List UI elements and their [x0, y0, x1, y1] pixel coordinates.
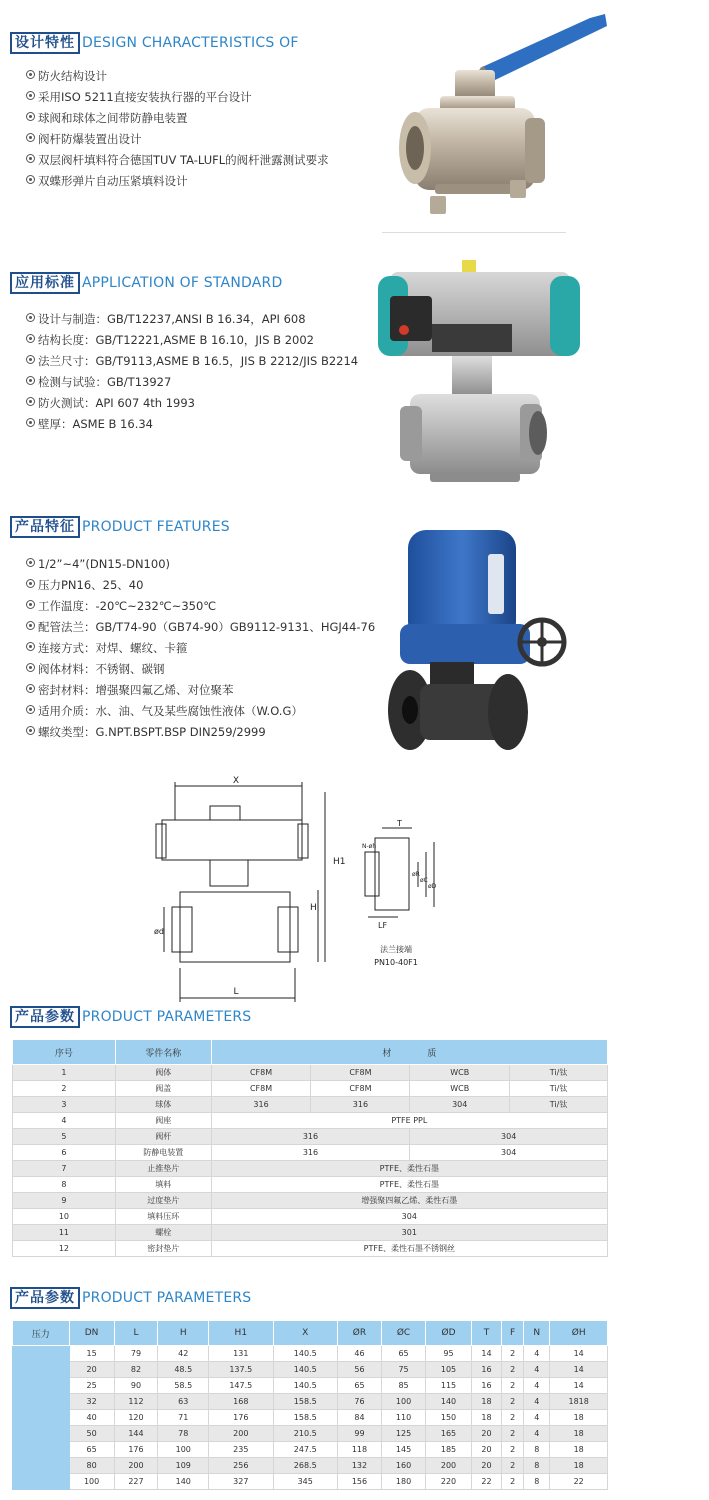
table-header: ØH: [550, 1321, 608, 1346]
table-cell: 90: [114, 1378, 158, 1394]
divider: [382, 232, 566, 233]
table-cell: 140: [426, 1394, 472, 1410]
table-cell: 2: [502, 1378, 524, 1394]
table-header: X: [273, 1321, 337, 1346]
table-cell: 140.5: [273, 1378, 337, 1394]
table-cell: 65: [69, 1442, 114, 1458]
table-row: 1 阀体 CF8M CF8M WCB Ti/钛: [13, 1065, 608, 1081]
list-item: 球阀和球体之间带防静电装置: [26, 108, 329, 129]
list-item: 配管法兰：GB/T74-90（GB74-90）GB9112-9131、HGJ44-76: [26, 617, 375, 638]
table-cell: 18: [550, 1410, 608, 1426]
table-cell: 18: [471, 1410, 501, 1426]
params2-title-en: PRODUCT PARAMETERS: [82, 1290, 252, 1306]
table-row: 10 填料压环 304: [13, 1209, 608, 1225]
pressure-cell: [13, 1394, 70, 1410]
table-row: [13, 1442, 608, 1458]
table-cell: 4: [524, 1378, 550, 1394]
table-cell: 200: [114, 1458, 158, 1474]
table-cell: 4: [524, 1410, 550, 1426]
table-cell: 4: [524, 1394, 550, 1410]
table-cell: 120: [114, 1410, 158, 1426]
table-header: L: [114, 1321, 158, 1346]
pressure-cell: [13, 1474, 70, 1490]
table-cell: 220: [426, 1474, 472, 1490]
table-cell: 2: [502, 1474, 524, 1490]
standard-list: [26, 309, 358, 435]
table-cell: 140: [158, 1474, 209, 1490]
table-header: F: [502, 1321, 524, 1346]
table-cell: 8: [524, 1474, 550, 1490]
valve-dimension-drawing: [150, 772, 450, 1008]
list-item: 阀体材料：不锈钢、碳钢: [26, 659, 375, 680]
table-row: [13, 1362, 608, 1378]
list-item: 防火结构设计: [26, 66, 329, 87]
features-title-cn: 产品特征: [10, 516, 80, 538]
table-row: 12 密封垫片 PTFE、柔性石墨不锈钢丝: [13, 1241, 608, 1257]
table-cell: 345: [273, 1474, 337, 1490]
dim-c-label: øC: [420, 877, 428, 884]
params1-title-cn: 产品参数: [10, 1006, 80, 1028]
table-row: 4 阀座 PTFE PPL: [13, 1113, 608, 1129]
dim-nh-label: N-øh: [362, 843, 377, 850]
design-title-en: DESIGN CHARACTERISTICS OF: [82, 35, 299, 51]
table-header: 零件名称: [115, 1040, 211, 1065]
manual-ball-valve-icon: [385, 8, 610, 223]
table-row: [13, 1346, 608, 1362]
table-cell: 131: [209, 1346, 273, 1362]
pressure-cell: [13, 1426, 70, 1442]
dim-lf-label: LF: [378, 921, 388, 930]
dim-h1-label: H1: [333, 857, 346, 867]
table-cell: 14: [550, 1362, 608, 1378]
table-cell: 48.5: [158, 1362, 209, 1378]
table-cell: 256: [209, 1458, 273, 1474]
table-cell: 180: [381, 1474, 425, 1490]
table-cell: 2: [502, 1410, 524, 1426]
table-header: 压力: [13, 1321, 70, 1346]
table-cell: 22: [550, 1474, 608, 1490]
table-row: 11 螺栓 301: [13, 1225, 608, 1241]
list-item: 工作温度：-20℃~232℃~350℃: [26, 596, 375, 617]
table-cell: 145: [381, 1442, 425, 1458]
list-item: 压力PN16、25、40: [26, 575, 375, 596]
table-header: H1: [209, 1321, 273, 1346]
table-row: [13, 1458, 608, 1474]
table-cell: 125: [381, 1426, 425, 1442]
table-cell: 4: [524, 1362, 550, 1378]
table-cell: 65: [337, 1378, 381, 1394]
table-cell: 185: [426, 1442, 472, 1458]
dimension-table: [12, 1320, 608, 1490]
table-cell: 160: [381, 1458, 425, 1474]
features-list: [26, 554, 375, 743]
table-cell: 15: [69, 1346, 114, 1362]
table-cell: 168: [209, 1394, 273, 1410]
list-item: 密封材料：增强聚四氟乙烯、对位聚苯: [26, 680, 375, 701]
pneumatic-ball-valve-icon: [370, 246, 580, 496]
table-cell: 200: [209, 1426, 273, 1442]
table-cell: 18: [550, 1442, 608, 1458]
electric-ball-valve-icon: [380, 524, 580, 754]
table-cell: 158.5: [273, 1394, 337, 1410]
table-cell: 99: [337, 1426, 381, 1442]
list-item: 结构长度：GB/T12221,ASME B 16.10，JIS B 2002: [26, 330, 358, 351]
list-item: 双层阀杆填料符合德国TUV TA-LUFL的阀杆泄露测试要求: [26, 150, 329, 171]
table-cell: 1818: [550, 1394, 608, 1410]
table-row: 7 止推垫片 PTFE、柔性石墨: [13, 1161, 608, 1177]
table-row: [13, 1394, 608, 1410]
dim-r-label: øR: [412, 871, 420, 878]
table-cell: 247.5: [273, 1442, 337, 1458]
table-cell: 75: [381, 1362, 425, 1378]
table-cell: 100: [158, 1442, 209, 1458]
list-item: 1/2”~4”(DN15-DN100): [26, 554, 375, 575]
table-cell: 2: [502, 1442, 524, 1458]
list-item: 双蝶形弹片自动压紧填料设计: [26, 171, 329, 192]
table-row: 6 防静电装置 316 304: [13, 1145, 608, 1161]
table-cell: 137.5: [209, 1362, 273, 1378]
table-cell: 132: [337, 1458, 381, 1474]
pressure-cell: [13, 1458, 70, 1474]
list-item: 连接方式：对焊、螺纹、卡箍: [26, 638, 375, 659]
list-item: 壁厚：ASME B 16.34: [26, 414, 358, 435]
params2-title-cn: 产品参数: [10, 1287, 80, 1309]
table-cell: 50: [69, 1426, 114, 1442]
flange-caption-1: 法兰接端: [380, 945, 412, 954]
pressure-cell: [13, 1378, 70, 1394]
table-row: [13, 1410, 608, 1426]
standard-title-en: APPLICATION OF STANDARD: [82, 275, 283, 291]
table-cell: 4: [524, 1426, 550, 1442]
table-cell: 156: [337, 1474, 381, 1490]
list-item: 防火测试：API 607 4th 1993: [26, 393, 358, 414]
params2-header: [10, 1287, 251, 1309]
list-item: 设计与制造：GB/T12237,ANSI B 16.34，API 608: [26, 309, 358, 330]
table-cell: 115: [426, 1378, 472, 1394]
table-cell: 150: [426, 1410, 472, 1426]
table-row: [13, 1474, 608, 1490]
table-header: T: [471, 1321, 501, 1346]
table-header: DN: [69, 1321, 114, 1346]
list-item: 阀杆防爆装置出设计: [26, 129, 329, 150]
table-header: N: [524, 1321, 550, 1346]
table-header: ØD: [426, 1321, 472, 1346]
table-cell: 8: [524, 1458, 550, 1474]
table-cell: 84: [337, 1410, 381, 1426]
table-cell: 2: [502, 1426, 524, 1442]
table-cell: 16: [471, 1362, 501, 1378]
list-item: 螺纹类型：G.NPT.BSPT.BSP DIN259/2999: [26, 722, 375, 743]
table-cell: 2: [502, 1362, 524, 1378]
params1-header: [10, 1006, 251, 1028]
list-item: 适用介质：水、油、气及某些腐蚀性液体（W.O.G）: [26, 701, 375, 722]
table-cell: 20: [471, 1426, 501, 1442]
table-cell: 158.5: [273, 1410, 337, 1426]
table-cell: 58.5: [158, 1378, 209, 1394]
table-cell: 147.5: [209, 1378, 273, 1394]
pressure-cell: [13, 1410, 70, 1426]
table-cell: 14: [550, 1378, 608, 1394]
table-cell: 95: [426, 1346, 472, 1362]
design-header: [10, 32, 299, 54]
table-cell: 80: [69, 1458, 114, 1474]
table-cell: 140.5: [273, 1346, 337, 1362]
table-cell: 109: [158, 1458, 209, 1474]
table-cell: 20: [471, 1442, 501, 1458]
dim-x-label: X: [232, 776, 240, 786]
dim-h-label: H: [310, 903, 317, 913]
table-row: 8 填料 PTFE、柔性石墨: [13, 1177, 608, 1193]
standard-header: [10, 272, 282, 294]
table-cell: 165: [426, 1426, 472, 1442]
table-cell: 63: [158, 1394, 209, 1410]
table-cell: 78: [158, 1426, 209, 1442]
table-cell: 8: [524, 1442, 550, 1458]
table-cell: 4: [524, 1346, 550, 1362]
table-cell: 40: [69, 1410, 114, 1426]
table-cell: 2: [502, 1458, 524, 1474]
dim-d-label: ød: [154, 927, 164, 936]
table-header: ØC: [381, 1321, 425, 1346]
params1-title-en: PRODUCT PARAMETERS: [82, 1009, 252, 1025]
table-row: [13, 1426, 608, 1442]
table-cell: 144: [114, 1426, 158, 1442]
table-cell: 25: [69, 1378, 114, 1394]
pressure-cell: [13, 1362, 70, 1378]
table-cell: 110: [381, 1410, 425, 1426]
table-cell: 100: [69, 1474, 114, 1490]
table-cell: 85: [381, 1378, 425, 1394]
table-cell: 20: [69, 1362, 114, 1378]
table-cell: 18: [550, 1458, 608, 1474]
table-cell: 82: [114, 1362, 158, 1378]
design-title-cn: 设计特性: [10, 32, 80, 54]
table-cell: 14: [550, 1346, 608, 1362]
dim-t-label: T: [397, 819, 402, 828]
table-cell: 140.5: [273, 1362, 337, 1378]
table-cell: 268.5: [273, 1458, 337, 1474]
dim-l-label: L: [233, 987, 239, 997]
table-cell: 227: [114, 1474, 158, 1490]
table-cell: 2: [502, 1394, 524, 1410]
table-cell: 14: [471, 1346, 501, 1362]
standard-title-cn: 应用标准: [10, 272, 80, 294]
table-cell: 18: [471, 1394, 501, 1410]
table-cell: 200: [426, 1458, 472, 1474]
table-cell: 32: [69, 1394, 114, 1410]
list-item: 法兰尺寸：GB/T9113,ASME B 16.5，JIS B 2212/JIS B2214: [26, 351, 358, 372]
table-cell: 118: [337, 1442, 381, 1458]
table-cell: 176: [114, 1442, 158, 1458]
table-cell: 76: [337, 1394, 381, 1410]
flange-caption-2: PN10-40F1: [374, 958, 418, 967]
table-header: H: [158, 1321, 209, 1346]
table-cell: 112: [114, 1394, 158, 1410]
table-cell: 22: [471, 1474, 501, 1490]
table-cell: 79: [114, 1346, 158, 1362]
table-cell: 46: [337, 1346, 381, 1362]
table-cell: 20: [471, 1458, 501, 1474]
table-row: 2 阀盖 CF8M CF8M WCB Ti/钛: [13, 1081, 608, 1097]
table-cell: 16: [471, 1378, 501, 1394]
table-cell: 2: [502, 1346, 524, 1362]
table-header: ØR: [337, 1321, 381, 1346]
table-cell: 100: [381, 1394, 425, 1410]
table-row: [13, 1378, 608, 1394]
features-title-en: PRODUCT FEATURES: [82, 519, 230, 535]
table-cell: 42: [158, 1346, 209, 1362]
design-list: [26, 66, 329, 192]
dim-dd-label: øD: [428, 883, 437, 890]
table-cell: 176: [209, 1410, 273, 1426]
table-cell: 71: [158, 1410, 209, 1426]
pressure-cell: [13, 1442, 70, 1458]
table-cell: 18: [550, 1426, 608, 1442]
table-cell: 56: [337, 1362, 381, 1378]
table-cell: 105: [426, 1362, 472, 1378]
table-row: 5 阀杆 316 304: [13, 1129, 608, 1145]
table-cell: 210.5: [273, 1426, 337, 1442]
table-cell: 327: [209, 1474, 273, 1490]
table-row: 3 球体 316 316 304 Ti/钛: [13, 1097, 608, 1113]
table-row: 9 过度垫片 增强聚四氟乙烯、柔性石墨: [13, 1193, 608, 1209]
list-item: 采用ISO 5211直接安装执行器的平台设计: [26, 87, 329, 108]
table-cell: 65: [381, 1346, 425, 1362]
parts-material-table: [12, 1039, 608, 1257]
features-header: [10, 516, 230, 538]
table-header: 序号: [13, 1040, 116, 1065]
list-item: 检测与试验：GB/T13927: [26, 372, 358, 393]
pressure-cell: [13, 1346, 70, 1362]
table-cell: 235: [209, 1442, 273, 1458]
table-header: 材 质: [211, 1040, 607, 1065]
